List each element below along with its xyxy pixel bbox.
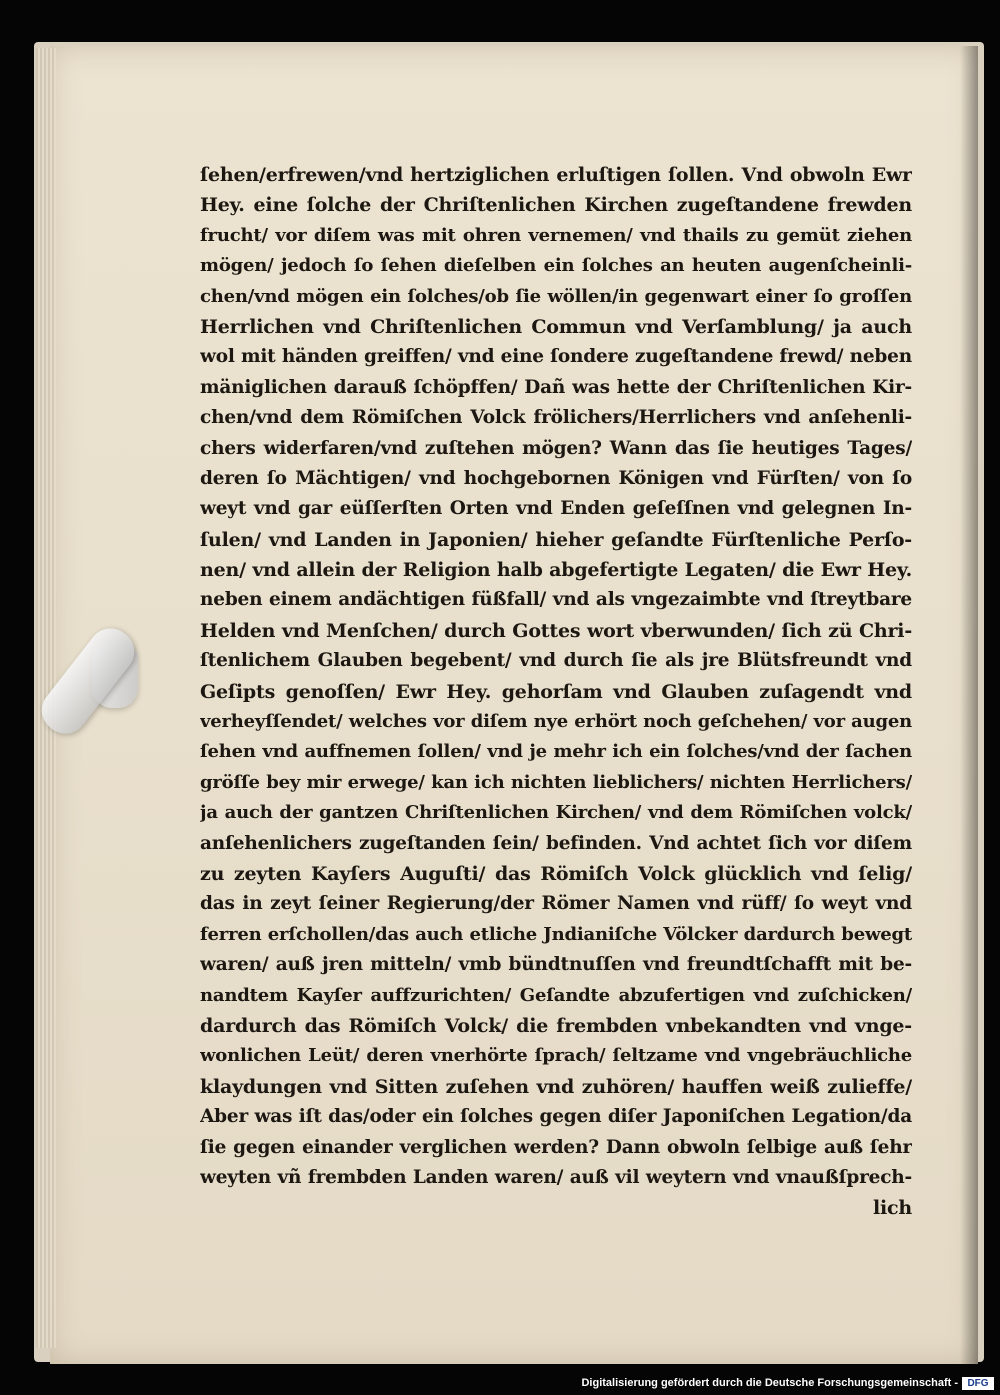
text-line: ja auch der gantzen Chriſtenlichen Kirchen/ vnd dem Römiſchen volck/: [200, 802, 912, 824]
text-line: chen/vnd mögen ein ſolches/ob ſie wöllen/in gegenwart einer ſo groſſen: [200, 285, 912, 307]
text-line: das in zeyt ſeiner Regierung/der Römer Namen vnd rüff/ ſo weyt vnd: [200, 893, 912, 915]
footer-credit: Digitalisierung gefördert durch die Deutsche Forschungsgemeinschaft -: [581, 1377, 958, 1389]
text-line: weyt vnd gar eüſſerſten Orten vnd Enden geſeſſnen vnd gelegnen In-: [200, 498, 912, 520]
text-line: gröſſe bey mir erwege/ kan ich nichten lieblichers/ nichten Herrlichers/: [200, 771, 912, 793]
text-line: mögen/ jedoch ſo ſehen dieſelben ein ſolches an heuten augenſcheinli-: [200, 255, 912, 277]
text-line: zu zeyten Kayſers Auguſti/ das Römiſch Volck glücklich vnd ſelig/: [200, 862, 912, 885]
text-line: Geſipts genoſſen/ Ewr Hey. gehorſam vnd Glauben zuſagendt vnd: [200, 680, 912, 703]
text-line: wonlichen Leüt/ deren vnerhörte ſprach/ ſeltzame vnd vngebräuchliche: [200, 1045, 912, 1067]
text-line: ferren erſchollen/das auch etliche Jndianiſche Völcker dardurch bewegt: [200, 923, 912, 945]
text-line: waren/ auß jren mitteln/ vmb bündtnuſſen vnd freundtſchafft mit be-: [200, 954, 912, 976]
text-line: dardurch das Römiſch Volck/ die frembden vnbekandten vnd vnge-: [200, 1014, 912, 1037]
text-line: klaydungen vnd Sitten zuſehen vnd zuhören/ hauffen weiß zulieffe/: [200, 1075, 912, 1098]
text-line: nandtem Kayſer auffzurichten/ Geſandte abzufertigen vnd zuſchicken/: [200, 984, 912, 1006]
text-line: Hey. eine ſolche der Chriſtenlichen Kirchen zugeſtandene frewden: [200, 194, 912, 217]
text-line: deren ſo Mächtigen/ vnd hochgebornen Königen vnd Fürſten/ von ſo: [200, 467, 912, 489]
text-line: ſehen/erfrewen/vnd hertziglichen erluſtigen ſollen. Vnd obwoln Ewr: [200, 164, 912, 186]
text-line: nen/ vnd allein der Religion halb abgefertigte Legaten/ die Ewr Hey.: [200, 559, 912, 582]
text-line: verheyſſendet/ welches vor diſem nye erhört noch geſchehen/ vor augen: [200, 711, 912, 733]
text-line: ſehen vnd auffnemen ſollen/ vnd je mehr ich ein ſolches/vnd der ſachen: [200, 741, 912, 763]
text-line: ſulen/ vnd Landen in Japonien/ hieher geſandte Fürſtenliche Perſo-: [200, 528, 912, 551]
page-text-block: [200, 160, 912, 1224]
text-line: Helden vnd Menſchen/ durch Gottes wort vberwunden/ ſich zü Chri-: [200, 619, 912, 642]
text-line: chers widerfaren/vnd zuſtehen mögen? Wann das ſie heutiges Tages/: [200, 437, 912, 459]
text-line: ſtenlichem Glauben begebent/ vnd durch ſie als jre Blütsfreundt vnd: [200, 650, 912, 672]
text-line: anſehenlichers zugeſtanden ſein/ befinden. Vnd achtet ſich vor diſem: [200, 832, 912, 854]
text-line: weyten vñ frembden Landen waren/ auß vil weytern vnd vnaußſprech-: [200, 1166, 912, 1188]
dfg-logo: DFG: [962, 1377, 994, 1390]
footer-bar: [0, 1373, 1000, 1395]
text-line: mäniglichen darauß ſchöpffen/ Dañ was hette der Chriſtenlichen Kir-: [200, 376, 912, 398]
text-line: frucht/ vor diſem was mit ohren vernemen/ vnd thails zu gemüt ziehen: [200, 224, 912, 246]
text-line: Herrlichen vnd Chriſtenlichen Commun vnd Verſamblung/ ja auch: [200, 315, 912, 338]
catchword: lich: [872, 1197, 912, 1220]
page-gutter-shadow: [960, 46, 978, 1364]
text-line: Aber was iſt das/oder ein ſolches gegen diſer Japoniſchen Legation/da: [200, 1106, 912, 1128]
text-line: ſie gegen einander verglichen werden? Dann obwoln ſelbige auß ſehr: [200, 1136, 912, 1158]
text-line: neben einem andächtigen füßfall/ vnd als vngezaimbte vnd ſtreytbare: [200, 589, 912, 611]
text-line: chen/vnd dem Römiſchen Volck frölichers/Herrlichers vnd anſehenli-: [200, 407, 912, 429]
text-line: wol mit händen greiffen/ vnd eine ſondere zugeſtandene frewd/ neben: [200, 346, 912, 368]
